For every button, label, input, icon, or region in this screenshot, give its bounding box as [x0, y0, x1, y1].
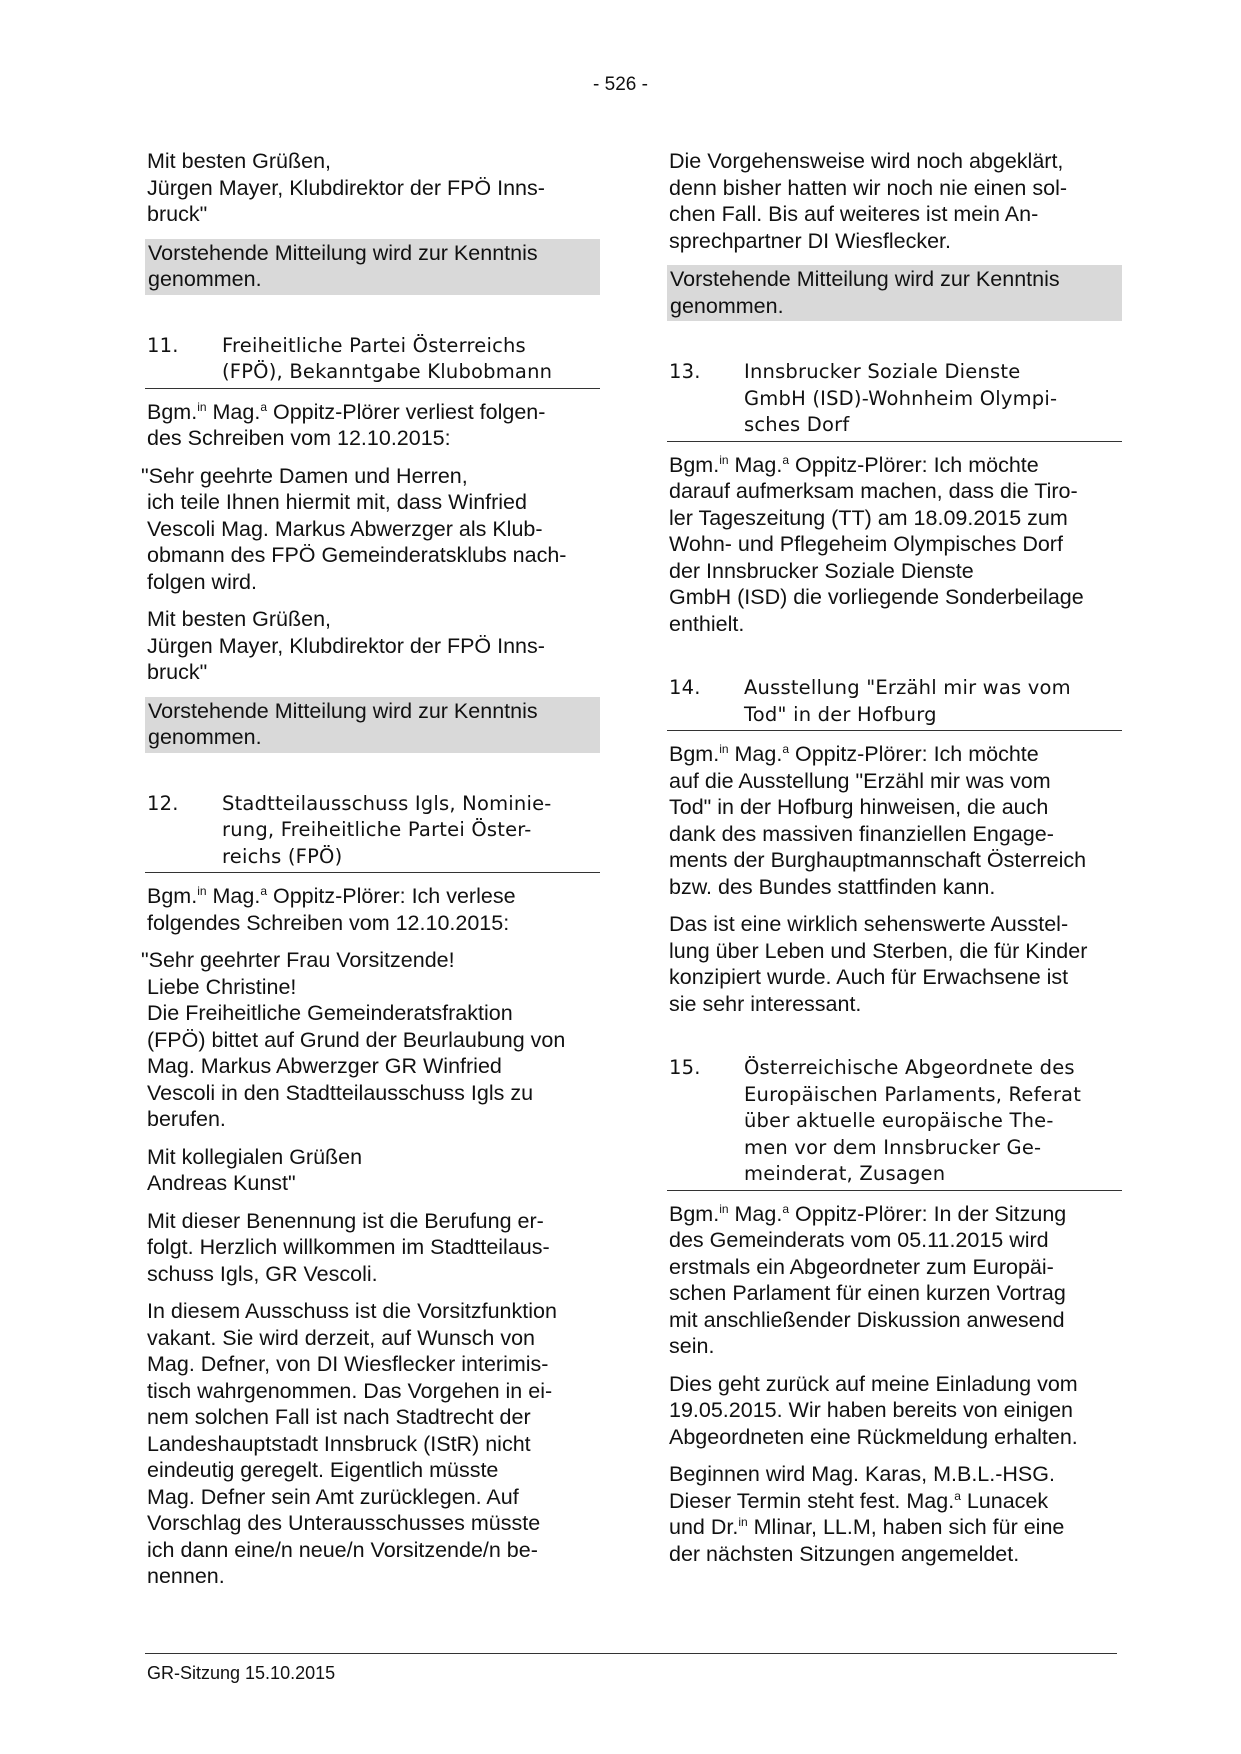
title-line: GmbH (ISD)-Wohnheim Olympi- [744, 386, 1058, 410]
title-line: men vor dem Innsbrucker Ge- [744, 1135, 1042, 1159]
superscript: a [260, 883, 267, 898]
text-line: Vescoli Mag. Markus Abwerzger als Klub- [147, 516, 543, 541]
abbr: Mag. [206, 884, 261, 908]
text-line [147, 883, 600, 910]
notice-line: Vorstehende Mitteilung wird zur Kenntnis [148, 698, 538, 723]
text-line: ich teile Ihnen hiermit mit, dass Winfried [147, 490, 527, 514]
abbr: Mag. [728, 742, 783, 766]
notice-line: genommen. [148, 725, 262, 749]
text-line: des Schreiben vom 12.10.2015: [147, 426, 451, 450]
footer-divider [145, 1653, 1117, 1654]
superscript: a [782, 452, 789, 467]
agenda-title [744, 675, 1122, 728]
text-line [669, 1488, 1122, 1515]
right-column [667, 148, 1122, 1578]
body-paragraph [669, 1371, 1122, 1451]
superscript: in [719, 452, 729, 467]
left-column [141, 148, 600, 1601]
agenda-item-12-heading [145, 791, 600, 874]
superscript: in [738, 1514, 748, 1529]
text-line: Jürgen Mayer, Klubdirektor der FPÖ Inns- [147, 175, 545, 200]
text-line: schuss Igls, GR Vescoli. [147, 1261, 378, 1286]
text-line: eindeutig geregelt. Eigentlich müsste [147, 1458, 499, 1482]
abbr: Bgm. [147, 399, 198, 424]
abbr: Mag. [206, 399, 261, 424]
text-line: Vescoli in den Stadtteilausschuss Igls zu [147, 1080, 534, 1105]
text-line: Mit kollegialen Grüßen [147, 1144, 363, 1169]
text-line: Mag. Defner, von DI Wiesflecker interimis- [147, 1352, 549, 1376]
text: Oppitz-Plörer: Ich verlese [267, 884, 516, 908]
agenda-item-15-heading [667, 1055, 1122, 1191]
agenda-number: 14. [669, 676, 701, 699]
text-line: der nächsten Sitzungen angemeldet. [669, 1541, 1020, 1566]
text-line: sein. [669, 1334, 715, 1358]
text: Lunacek [960, 1488, 1049, 1513]
agenda-title [744, 1055, 1122, 1188]
notice-box [667, 265, 1122, 321]
text-line: Tod" in der Hofburg hinweisen, die auch [669, 795, 1049, 819]
text: Oppitz-Plörer: In der Sitzung [789, 1201, 1067, 1226]
title-line: sches Dorf [744, 413, 850, 436]
text-line: bruck" [147, 202, 208, 226]
text-line: 19.05.2015. Wir haben bereits von einigen [669, 1398, 1073, 1422]
text-line: Die Vorgehensweise wird noch abgeklärt, [669, 149, 1064, 173]
superscript: in [719, 1201, 729, 1216]
text-line: Landeshauptstadt Innsbruck (IStR) nicht [147, 1431, 531, 1456]
notice-line: Vorstehende Mitteilung wird zur Kenntnis [670, 267, 1060, 291]
text-line: folgen wird. [147, 569, 257, 594]
text-line: tisch wahrgenommen. Das Vorgehen in ei- [147, 1378, 553, 1403]
page-number: - 526 - [593, 74, 648, 95]
text-line: ments der Burghauptmannschaft Österreich [669, 848, 1087, 872]
footer: GR-Sitzung 15.10.2015 [147, 1663, 336, 1683]
text-line: sprechpartner DI Wiesflecker. [669, 228, 951, 253]
agenda-number: 11. [147, 333, 179, 357]
superscript: a [782, 741, 789, 756]
text-line: vakant. Sie wird derzeit, auf Wunsch von [147, 1325, 535, 1350]
abbr: Mag. [728, 1201, 783, 1226]
text-line: folgt. Herzlich willkommen im Stadtteilaus- [147, 1235, 550, 1259]
body-paragraph [147, 1208, 600, 1288]
body-paragraph [669, 911, 1122, 1017]
text-line: konzipiert wurde. Auch für Erwachsene ist [669, 965, 1069, 989]
body-paragraph [147, 1298, 600, 1590]
text-line: chen Fall. Bis auf weiteres ist mein An- [669, 202, 1039, 226]
agenda-number: 13. [669, 360, 701, 383]
letter-closing [147, 606, 600, 686]
text-line: Liebe Christine! [147, 974, 297, 999]
text-line: bzw. des Bundes stattfinden kann. [669, 874, 996, 899]
title-line: (FPÖ), Bekanntgabe Klubobmann [222, 360, 553, 383]
text-line: nennen. [147, 1564, 225, 1588]
abbr: Bgm. [147, 884, 198, 908]
notice-line: genommen. [670, 293, 784, 318]
notice-box [145, 697, 600, 753]
agenda-item-11-heading [145, 333, 600, 389]
agenda-number: 12. [147, 791, 179, 815]
letter-closing [147, 1144, 600, 1197]
text-line: Dies geht zurück auf meine Einladung vom [669, 1371, 1078, 1396]
notice-box [145, 239, 600, 295]
text-line: dank des massiven finanziellen Engage- [669, 821, 1054, 846]
text-line: Wohn- und Pflegeheim Olympisches Dorf [669, 532, 1063, 556]
text-line: bruck" [147, 660, 208, 684]
text-line: obmann des FPÖ Gemeinderatsklubs nach- [147, 543, 567, 567]
text-line: schen Parlament für einen kurzen Vortrag [669, 1281, 1066, 1305]
text-line: enthielt. [669, 611, 745, 636]
text-line: der Innsbrucker Soziale Dienste [669, 558, 974, 583]
text: Oppitz-Plörer: Ich möchte [789, 742, 1039, 766]
agenda-title [222, 791, 600, 871]
text-line: folgendes Schreiben vom 12.10.2015: [147, 910, 510, 935]
text-line: denn bisher hatten wir noch nie einen sol- [669, 175, 1068, 200]
text-line [147, 399, 600, 426]
title-line: Österreichische Abgeordnete des [744, 1056, 1075, 1079]
text-line: Mag. Markus Abwerzger GR Winfried [147, 1054, 502, 1078]
body-paragraph [669, 148, 1122, 254]
agenda-number: 15. [669, 1056, 701, 1079]
text-line: berufen. [147, 1107, 226, 1131]
title-line: Freiheitliche Partei Österreichs [222, 333, 526, 357]
text: Mlinar, LL.M, haben sich für eine [747, 1515, 1065, 1539]
text-line: mit anschließender Diskussion anwesend [669, 1307, 1065, 1332]
superscript: in [197, 399, 207, 414]
text-line: Das ist eine wirklich sehenswerte Ausstel- [669, 912, 1069, 936]
title-line: Stadtteilausschuss Igls, Nominie- [222, 791, 552, 815]
notice-line: genommen. [148, 267, 262, 291]
text-line: ich dann eine/n neue/n Vorsitzende/n be- [147, 1537, 538, 1562]
agenda-item-14-heading [667, 675, 1122, 731]
text-line: "Sehr geehrter Frau Vorsitzende! [141, 948, 455, 972]
text-line: nem solchen Fall ist nach Stadtrecht der [147, 1405, 531, 1429]
text-line: ler Tageszeitung (TT) am 18.09.2015 zum [669, 505, 1068, 530]
agenda-title [222, 333, 600, 386]
speaker-paragraph [147, 883, 600, 936]
text-line: des Gemeinderats vom 05.11.2015 wird [669, 1228, 1049, 1252]
text-line: auf die Ausstellung "Erzähl mir was vom [669, 768, 1051, 793]
text-line: Mit besten Grüßen, [147, 149, 332, 173]
notice-line: Vorstehende Mitteilung wird zur Kenntnis [148, 240, 538, 265]
text-line: In diesem Ausschuss ist die Vorsitzfunktion [147, 1299, 557, 1323]
text-line: erstmals ein Abgeordneter zum Europäi- [669, 1254, 1054, 1279]
title-line: meinderat, Zusagen [744, 1162, 946, 1185]
text-line: Mit dieser Benennung ist die Berufung er- [147, 1208, 544, 1233]
text-line [669, 741, 1122, 768]
title-line: rung, Freiheitliche Partei Öster- [222, 818, 532, 841]
text-line: Abgeordneten eine Rückmeldung erhalten. [669, 1424, 1078, 1449]
text: Oppitz-Plörer: Ich möchte [789, 452, 1039, 477]
superscript: in [197, 883, 207, 898]
text-line: GmbH (ISD) die vorliegende Sonderbeilage [669, 585, 1084, 609]
text-line [669, 1201, 1122, 1228]
title-line: Tod" in der Hofburg [744, 702, 937, 726]
text-line [669, 452, 1122, 479]
text-line [669, 1514, 1122, 1541]
speaker-paragraph [669, 452, 1122, 638]
speaker-paragraph [147, 399, 600, 452]
superscript: a [260, 399, 267, 414]
superscript: in [719, 741, 729, 756]
title-line: über aktuelle europäische The- [744, 1109, 1054, 1132]
text-line: Mit besten Grüßen, [147, 607, 332, 631]
text-line: Mag. Defner sein Amt zurücklegen. Auf [147, 1484, 519, 1509]
text: Oppitz-Plörer verliest folgen- [267, 399, 546, 424]
text-line: Die Freiheitliche Gemeinderatsfraktion [147, 1001, 513, 1025]
title-line: reichs (FPÖ) [222, 844, 343, 868]
text: und Dr. [669, 1515, 739, 1539]
abbr: Mag. [728, 452, 783, 477]
text-line: darauf aufmerksam machen, dass die Tiro- [669, 479, 1078, 503]
quoted-letter [141, 947, 600, 1133]
title-line: Europäischen Parlaments, Referat [744, 1082, 1082, 1106]
text-line: Jürgen Mayer, Klubdirektor der FPÖ Inns- [147, 633, 545, 658]
title-line: Ausstellung "Erzähl mir was vom [744, 676, 1071, 699]
abbr: Bgm. [669, 742, 720, 766]
body-paragraph [669, 1461, 1122, 1567]
title-line: Innsbrucker Soziale Dienste [744, 360, 1021, 383]
abbr: Bgm. [669, 452, 720, 477]
text: Dieser Termin steht fest. Mag. [669, 1488, 955, 1513]
quoted-letter [141, 463, 600, 596]
agenda-title [744, 359, 1122, 439]
text-line: Beginnen wird Mag. Karas, M.B.L.-HSG. [669, 1462, 1055, 1486]
text-line: Andreas Kunst" [147, 1171, 296, 1195]
text-line: (FPÖ) bittet auf Grund der Beurlaubung von [147, 1027, 566, 1052]
speaker-paragraph [669, 741, 1122, 900]
agenda-item-13-heading [667, 359, 1122, 442]
abbr: Bgm. [669, 1201, 720, 1226]
text-line: sie sehr interessant. [669, 991, 862, 1016]
superscript: a [782, 1201, 789, 1216]
superscript: a [954, 1488, 961, 1503]
intro-closing [147, 148, 600, 228]
text-line: "Sehr geehrte Damen und Herren, [141, 463, 468, 488]
text-line: Vorschlag des Unterausschusses müsste [147, 1511, 541, 1535]
speaker-paragraph [669, 1201, 1122, 1360]
text-line: lung über Leben und Sterben, die für Kinder [669, 938, 1088, 963]
